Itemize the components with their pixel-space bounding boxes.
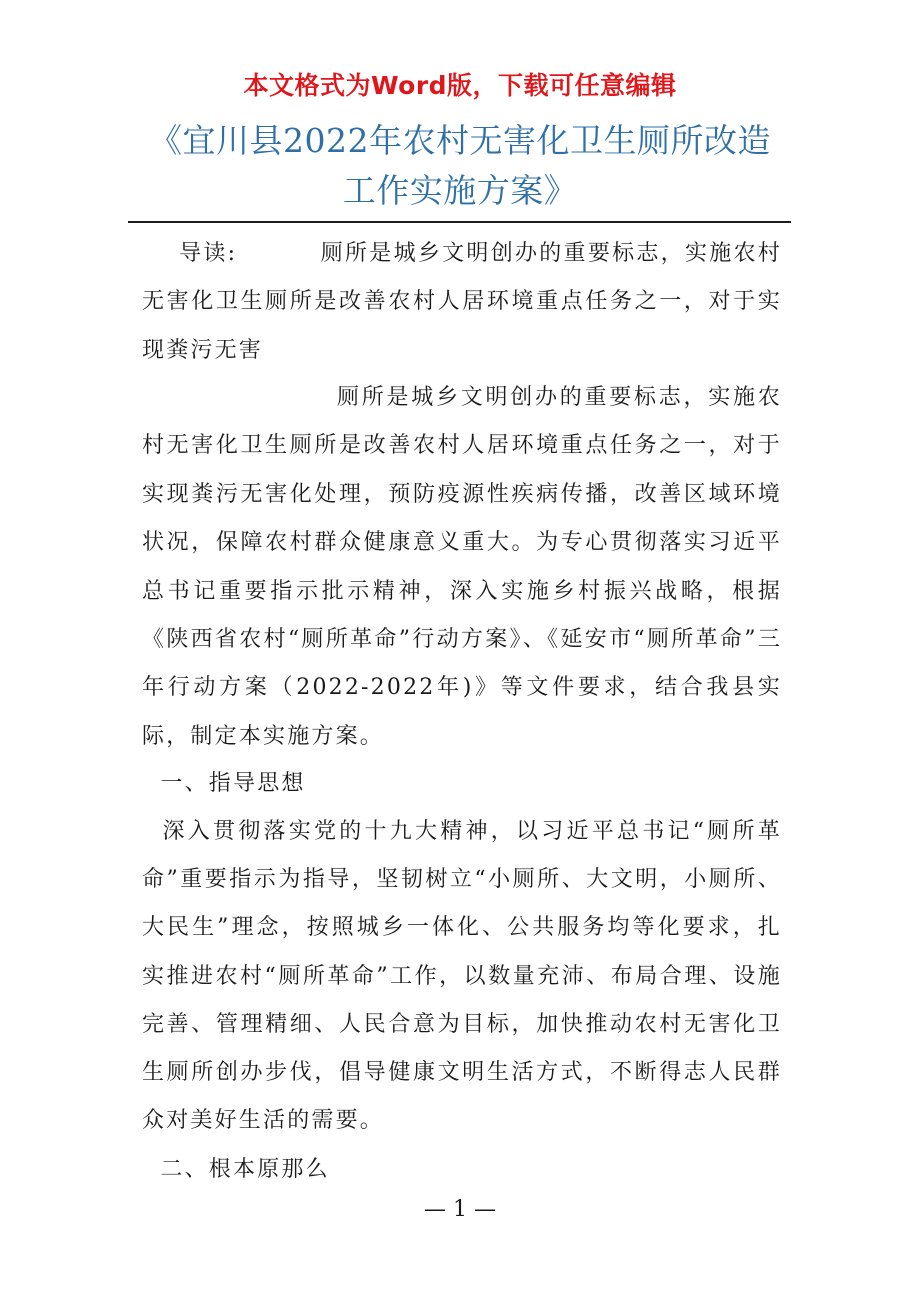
lead-summary: 导读: 厕所是城乡文明创办的重要标志，实施农村无害化卫生厕所是改善农村人居环境重点任务之一，对于实现粪污无害 (142, 241, 782, 363)
intro-paragraph: 厕所是城乡文明创办的重要标志，实施农村无害化卫生厕所是改善农村人居环境重点任务之一，对于实现粪污无害化处理，预防疫源性疾病传播，改善区域环境状况，保障农村群众健康意义重大。为专心贯彻落实习近平总书记重要指示批示精神，深入实施乡村振兴战略，根据《陕西省农村“厕所革命”行动方案》、《延安市“厕所革命”三年行动方案（2022-2022年)》等文件要求，结合我县实际，制定本实施方案。 (142, 385, 782, 749)
document-title-line-2: 工作实施方案》 (342, 171, 578, 210)
guiding-ideology-paragraph: 深入贯彻落实党的十九大精神，以习近平总书记“厕所革命”重要指示为指导，坚韧树立“小厕所、大文明，小厕所、大民生”理念，按照城乡一体化、公共服务均等化要求，扎实推进农村“厕所革命”工作，以数量充沛、布局合理、设施完善、管理精细、人民合意为目标，加快推动农村无害化卫生厕所创办步伐，倡导健康文明生活方式，不断得志人民群众对美好生活的需要。 (142, 819, 783, 1134)
document-title-line-1: 《宜川县2022年农村无害化卫生厕所改造 (149, 121, 771, 160)
section-heading-guiding-ideology: 一、指导思想 (142, 771, 306, 796)
download-notice-banner: 本文格式为Word版，下载可任意编辑 (243, 71, 677, 100)
page-number: — 1 — (424, 1197, 496, 1222)
title-divider (128, 221, 791, 223)
section-heading-basic-principles: 二、根本原那么 (142, 1157, 330, 1182)
document-title (120, 116, 800, 216)
